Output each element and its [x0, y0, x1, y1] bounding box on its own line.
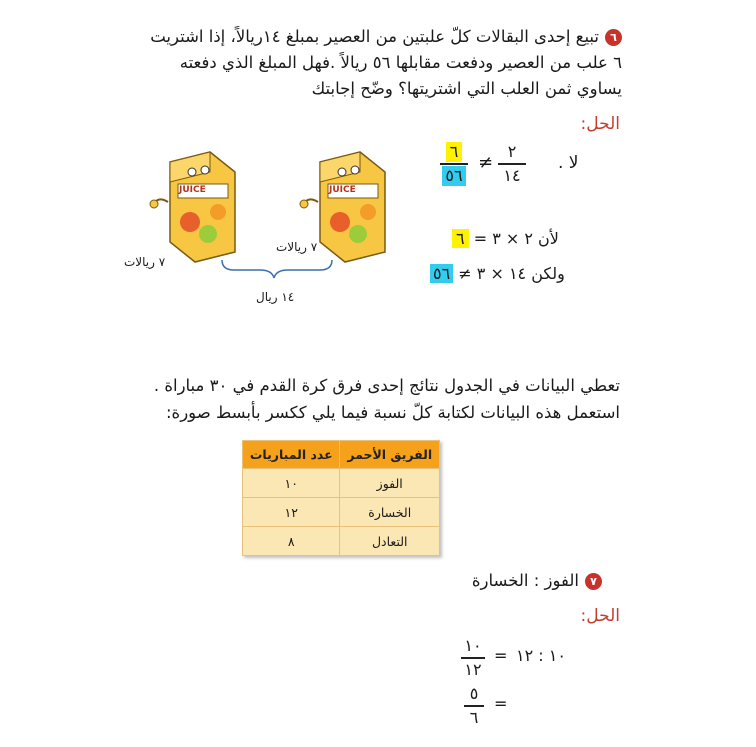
juice-boxes-illustration [110, 142, 400, 312]
fraction-2-over-14: ٢ ١٤ [498, 142, 526, 186]
equals-sign-1: = [494, 646, 508, 665]
table-row: الخسارة ١٢ [243, 498, 440, 527]
ratio-text: ١٠ : ١٢ [516, 646, 566, 665]
q6-line-2: ٦ علب من العصير ودفعت مقابلها ٥٦ ريالاً .فهل المبلغ الذي دفعته [179, 53, 622, 72]
juice-box-left [150, 152, 235, 262]
juice-label-right: JUICE [329, 185, 356, 195]
answer-no: لا . [558, 153, 579, 173]
price-label-right: ٧ ريالات [276, 240, 318, 254]
fraction-10-over-12: ١٠ ١٢ [461, 636, 485, 680]
q6-line-3: يساوي ثمن العلب التي اشتريتها؟ وضّح إجابتك [311, 79, 622, 98]
question-number-badge: ٦ [605, 29, 622, 46]
col-header-team: الفريق الأحمر [340, 441, 440, 469]
because-line: لأن ٢ × ٣ = ٦ [452, 229, 559, 248]
solution-label: الحل: [580, 114, 620, 134]
table-row: الفوز ١٠ [243, 469, 440, 498]
juice-label-left: JUICE [179, 185, 206, 195]
brace-bracket [222, 260, 332, 278]
equals-sign-2: = [494, 694, 508, 713]
results-table [242, 440, 440, 556]
col-header-matches: عدد المباريات [243, 441, 340, 469]
but-result: ٥٦ [430, 264, 453, 283]
fraction-5-over-6: ٥ ٦ [464, 684, 484, 728]
q6-line-1: ٦تبيع إحدى البقالات كلّ علبتين من العصير بمبلغ ١٤ريالاً، إذا اشتريت [150, 24, 622, 50]
but-line: ولكن ١٤ × ٣ ≠ ٥٦ [430, 264, 565, 283]
price-label-left: ٧ ريالات [124, 255, 166, 269]
fraction-6-over-56: ٦ ٥٦ [440, 142, 468, 186]
solution-label: الحل: [580, 606, 620, 626]
because-result: ٦ [452, 229, 469, 248]
q7-line: ٧الفوز : الخسارة [472, 568, 602, 594]
intro-line-2: استعمل هذه البيانات لكتابة كلّ نسبة فيما يلي ككسر بأبسط صورة: [166, 403, 620, 422]
intro-line-1: تعطي البيانات في الجدول نتائج إحدى فرق كرة القدم في ٣٠ مباراة . [153, 376, 620, 395]
question-number-badge: ٧ [585, 573, 602, 590]
table-row: التعادل ٨ [243, 527, 440, 556]
total-price-label: ١٤ ريال [256, 290, 295, 304]
neq-sign: ≠ [478, 152, 494, 173]
